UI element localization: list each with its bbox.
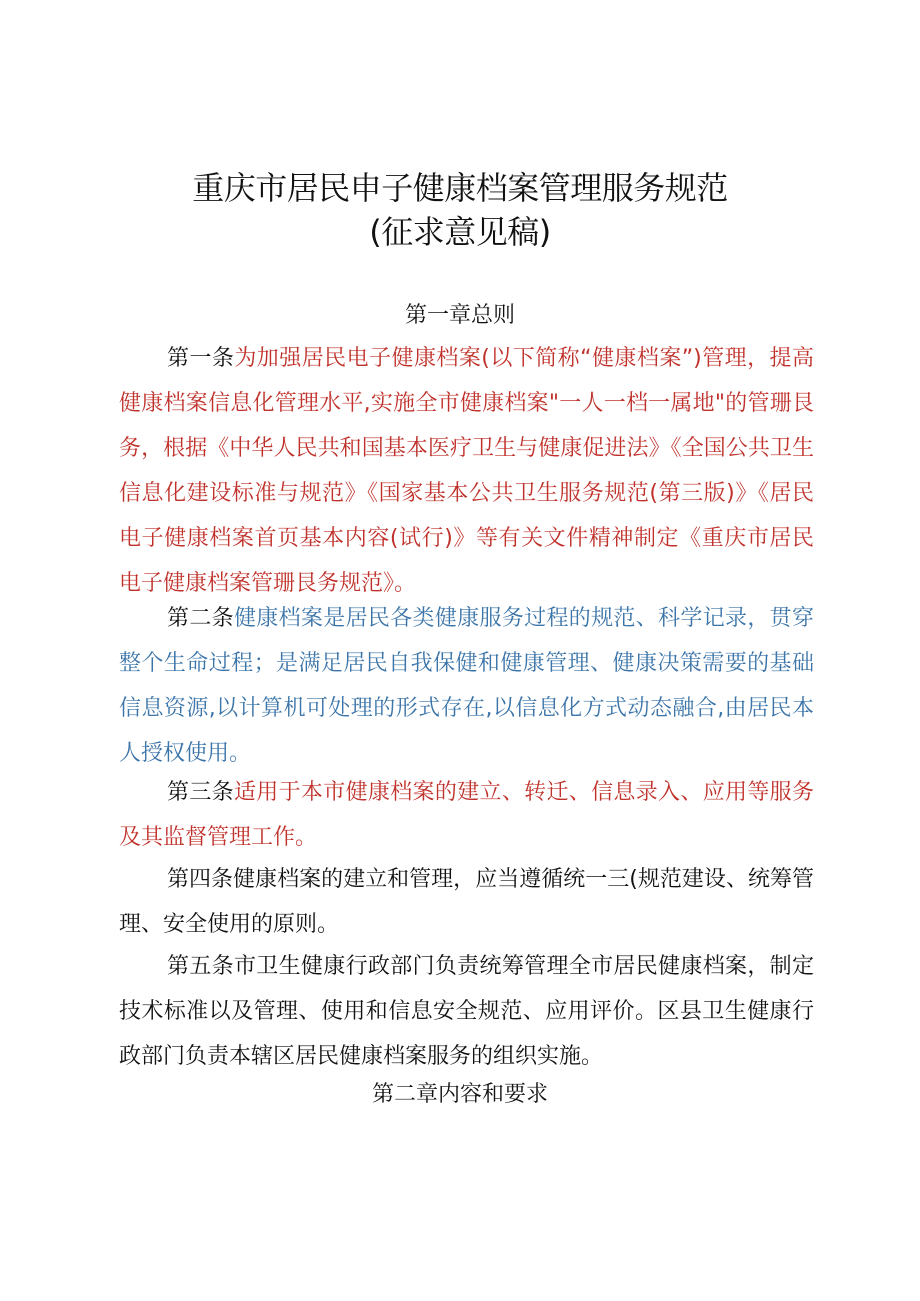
article-4 (119, 857, 814, 947)
chapter-heading-1: 第一章总则 (404, 303, 515, 328)
article-1-label: 第一条 (167, 346, 235, 371)
document-title: 重庆市居民申子健康档案管理服务规范 (192, 169, 728, 207)
article-4-text: 健康档案的建立和管理，应当遵循统一三(规范建设、统筹管理、安全使用的原则。 (119, 867, 814, 937)
article-3-text: 适用于本市健康档案的建立、转迁、信息录入、应用等服务及其监督管理工作。 (119, 780, 814, 850)
article-2-text: 健康档案是居民各类健康服务过程的规范、科学记录，贯穿整个生命过程；是满足居民自我保健和健康管理、健康决策需要的基础信息资源,以计算机可处理的形式存在,以信息化方式动态融合,由居民本人授权使用。 (119, 606, 814, 766)
article-5 (119, 944, 814, 1079)
article-1 (119, 336, 814, 606)
article-2-label: 第二条 (167, 606, 234, 631)
document-subtitle: (征求意见稿) (369, 213, 551, 251)
article-5-text: 市卫生健康行政部门负责统筹管理全市居民健康档案，制定技术标准以及管理、使用和信息安全规范、应用评价。区县卫生健康行政部门负责本辖区居民健康档案服务的组织实施。 (119, 954, 814, 1069)
article-1-text: 为加强居民电子健康档案(以下简称“健康档案”)管理，提高健康档案信息化管理水平,实施全市健康档案"一人一档一属地"的管珊艮务，根据《中华人民共和国基本医疗卫生与健康促进法》《全国公共卫生信息化建设标准与规范》《国家基本公共卫生服务规范(第三版)》《居民电子健康档案首页基本内容(试行)》等有关文件精神制定《重庆市居民电子健康档案管珊艮务规范》。 (119, 346, 814, 596)
article-5-label: 第五条 (167, 954, 234, 979)
article-3 (119, 770, 814, 860)
article-4-label: 第四条 (167, 867, 234, 892)
article-2 (119, 596, 814, 776)
chapter-heading-2: 第二章内容和要求 (371, 1082, 548, 1107)
article-3-label: 第三条 (167, 780, 234, 805)
